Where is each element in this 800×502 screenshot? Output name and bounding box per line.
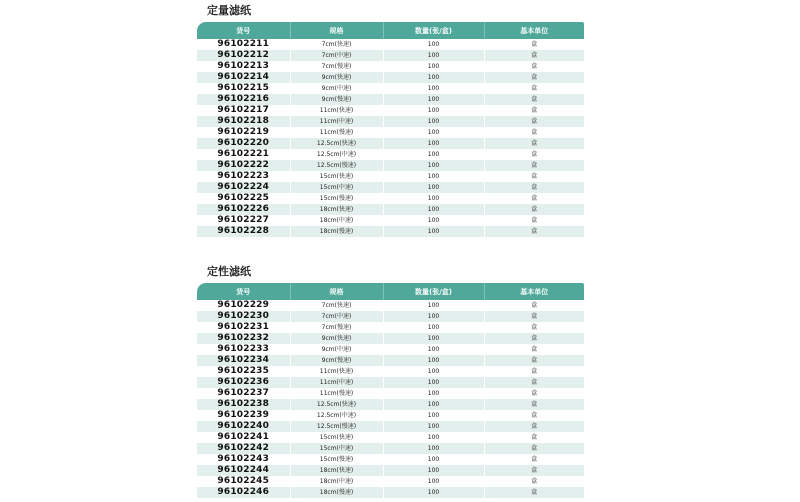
cell-unit: 盒 [484,355,584,366]
cell-spec: 15cm(慢速) [290,193,383,204]
cell-code: 96102230 [197,311,290,322]
cell-quantity: 100 [383,344,484,355]
cell-spec: 12.5cm(慢速) [290,421,383,432]
cell-quantity: 100 [383,322,484,333]
cell-spec: 7cm(快速) [290,300,383,311]
cell-spec: 12.5cm(中速) [290,410,383,421]
cell-code: 96102245 [197,476,290,487]
cell-code: 96102227 [197,215,290,226]
cell-code: 96102236 [197,377,290,388]
cell-unit: 盒 [484,487,584,498]
cell-spec: 15cm(快速) [290,171,383,182]
table-row [197,160,584,171]
cell-quantity: 100 [383,355,484,366]
table-row [197,39,584,50]
cell-unit: 盒 [484,149,584,160]
table-row [197,377,584,388]
cell-spec: 9cm(慢速) [290,355,383,366]
cell-spec: 9cm(中速) [290,83,383,94]
cell-unit: 盒 [484,127,584,138]
header-quantity: 数量(张/盒) [383,22,484,39]
cell-unit: 盒 [484,421,584,432]
cell-quantity: 100 [383,476,484,487]
cell-quantity: 100 [383,127,484,138]
cell-spec: 18cm(快速) [290,465,383,476]
table-row [197,50,584,61]
cell-quantity: 100 [383,443,484,454]
cell-unit: 盒 [484,443,584,454]
table-row [197,226,584,237]
table-row [197,333,584,344]
cell-code: 96102221 [197,149,290,160]
cell-code: 96102224 [197,182,290,193]
table-row [197,72,584,83]
cell-spec: 12.5cm(快速) [290,399,383,410]
cell-unit: 盒 [484,160,584,171]
table-row [197,149,584,160]
cell-code: 96102235 [197,366,290,377]
cell-quantity: 100 [383,160,484,171]
cell-code: 96102213 [197,61,290,72]
quantitative-filter-paper-section [197,4,584,237]
cell-code: 96102234 [197,355,290,366]
table-row [197,171,584,182]
cell-quantity: 100 [383,226,484,237]
cell-code: 96102233 [197,344,290,355]
cell-unit: 盒 [484,399,584,410]
cell-spec: 9cm(中速) [290,344,383,355]
cell-quantity: 100 [383,421,484,432]
cell-spec: 15cm(中速) [290,182,383,193]
cell-spec: 12.5cm(快速) [290,138,383,149]
table-row [197,61,584,72]
table-row [197,388,584,399]
cell-unit: 盒 [484,138,584,149]
table-row [197,355,584,366]
cell-spec: 18cm(中速) [290,476,383,487]
cell-spec: 9cm(快速) [290,72,383,83]
cell-unit: 盒 [484,94,584,105]
cell-spec: 7cm(慢速) [290,322,383,333]
cell-unit: 盒 [484,61,584,72]
cell-quantity: 100 [383,171,484,182]
cell-unit: 盒 [484,410,584,421]
cell-spec: 7cm(快速) [290,39,383,50]
header-quantity: 数量(张/盒) [383,283,484,300]
cell-code: 96102243 [197,454,290,465]
cell-spec: 12.5cm(中速) [290,149,383,160]
table-header-row [197,22,584,39]
cell-quantity: 100 [383,399,484,410]
cell-unit: 盒 [484,333,584,344]
cell-quantity: 100 [383,72,484,83]
cell-quantity: 100 [383,377,484,388]
table-row [197,311,584,322]
cell-code: 96102217 [197,105,290,116]
cell-quantity: 100 [383,388,484,399]
cell-code: 96102237 [197,388,290,399]
cell-quantity: 100 [383,138,484,149]
cell-code: 96102242 [197,443,290,454]
cell-spec: 12.5cm(慢速) [290,160,383,171]
cell-quantity: 100 [383,454,484,465]
cell-unit: 盒 [484,377,584,388]
cell-spec: 11cm(中速) [290,116,383,127]
table-row [197,410,584,421]
cell-code: 96102228 [197,226,290,237]
cell-unit: 盒 [484,105,584,116]
cell-unit: 盒 [484,83,584,94]
cell-quantity: 100 [383,487,484,498]
cell-unit: 盒 [484,215,584,226]
cell-code: 96102229 [197,300,290,311]
cell-unit: 盒 [484,171,584,182]
table-row [197,344,584,355]
cell-quantity: 100 [383,39,484,50]
cell-spec: 18cm(慢速) [290,226,383,237]
table-row [197,366,584,377]
table-row [197,182,584,193]
cell-unit: 盒 [484,226,584,237]
cell-quantity: 100 [383,61,484,72]
header-spec: 规格 [290,22,383,39]
cell-code: 96102232 [197,333,290,344]
cell-code: 96102216 [197,94,290,105]
header-code: 货号 [236,287,251,296]
cell-quantity: 100 [383,311,484,322]
cell-unit: 盒 [484,72,584,83]
section-title: 定量滤纸 [207,4,251,17]
cell-spec: 11cm(快速) [290,105,383,116]
cell-spec: 18cm(慢速) [290,487,383,498]
product-table [197,283,584,498]
cell-spec: 11cm(慢速) [290,388,383,399]
cell-unit: 盒 [484,300,584,311]
cell-code: 96102246 [197,487,290,498]
table-row [197,83,584,94]
cell-unit: 盒 [484,388,584,399]
cell-code: 96102231 [197,322,290,333]
cell-unit: 盒 [484,311,584,322]
table-row [197,322,584,333]
cell-spec: 7cm(中速) [290,311,383,322]
cell-code: 96102212 [197,50,290,61]
cell-code: 96102223 [197,171,290,182]
cell-code: 96102225 [197,193,290,204]
cell-quantity: 100 [383,182,484,193]
cell-unit: 盒 [484,465,584,476]
table-row [197,127,584,138]
cell-quantity: 100 [383,193,484,204]
cell-spec: 7cm(中速) [290,50,383,61]
cell-code: 96102211 [197,39,290,50]
cell-spec: 11cm(快速) [290,366,383,377]
cell-spec: 15cm(中速) [290,443,383,454]
table-row [197,399,584,410]
table-row [197,105,584,116]
cell-code: 96102214 [197,72,290,83]
table-row [197,465,584,476]
cell-quantity: 100 [383,105,484,116]
table-row [197,421,584,432]
table-row [197,204,584,215]
table-row [197,454,584,465]
cell-unit: 盒 [484,39,584,50]
cell-code: 96102226 [197,204,290,215]
cell-spec: 11cm(中速) [290,377,383,388]
cell-quantity: 100 [383,215,484,226]
cell-code: 96102215 [197,83,290,94]
cell-quantity: 100 [383,465,484,476]
product-table [197,22,584,237]
cell-spec: 9cm(快速) [290,333,383,344]
cell-quantity: 100 [383,116,484,127]
table-row [197,443,584,454]
cell-code: 96102222 [197,160,290,171]
cell-quantity: 100 [383,300,484,311]
cell-code: 96102240 [197,421,290,432]
cell-code: 96102244 [197,465,290,476]
table-row [197,432,584,443]
cell-unit: 盒 [484,116,584,127]
cell-unit: 盒 [484,476,584,487]
cell-quantity: 100 [383,410,484,421]
cell-spec: 18cm(中速) [290,215,383,226]
cell-quantity: 100 [383,149,484,160]
cell-code: 96102220 [197,138,290,149]
cell-unit: 盒 [484,204,584,215]
table-row [197,487,584,498]
header-spec: 规格 [290,283,383,300]
section-title: 定性滤纸 [207,265,251,278]
cell-quantity: 100 [383,83,484,94]
cell-unit: 盒 [484,182,584,193]
cell-unit: 盒 [484,193,584,204]
cell-quantity: 100 [383,432,484,443]
table-row [197,138,584,149]
header-unit: 基本单位 [484,283,584,300]
table-row [197,116,584,127]
qualitative-filter-paper-section [197,265,584,498]
cell-quantity: 100 [383,94,484,105]
table-row [197,193,584,204]
cell-spec: 11cm(慢速) [290,127,383,138]
cell-unit: 盒 [484,432,584,443]
header-unit: 基本单位 [484,22,584,39]
table-row [197,476,584,487]
cell-spec: 15cm(快速) [290,432,383,443]
table-row [197,94,584,105]
cell-quantity: 100 [383,366,484,377]
cell-code: 96102241 [197,432,290,443]
cell-spec: 7cm(慢速) [290,61,383,72]
cell-unit: 盒 [484,344,584,355]
cell-spec: 9cm(慢速) [290,94,383,105]
cell-spec: 18cm(快速) [290,204,383,215]
table-header-row [197,283,584,300]
table-row [197,215,584,226]
header-code: 货号 [236,26,251,35]
cell-quantity: 100 [383,333,484,344]
cell-unit: 盒 [484,50,584,61]
cell-unit: 盒 [484,366,584,377]
cell-spec: 15cm(慢速) [290,454,383,465]
cell-quantity: 100 [383,50,484,61]
cell-quantity: 100 [383,204,484,215]
cell-code: 96102218 [197,116,290,127]
cell-unit: 盒 [484,454,584,465]
table-row [197,300,584,311]
cell-code: 96102238 [197,399,290,410]
cell-code: 96102239 [197,410,290,421]
cell-unit: 盒 [484,322,584,333]
cell-code: 96102219 [197,127,290,138]
